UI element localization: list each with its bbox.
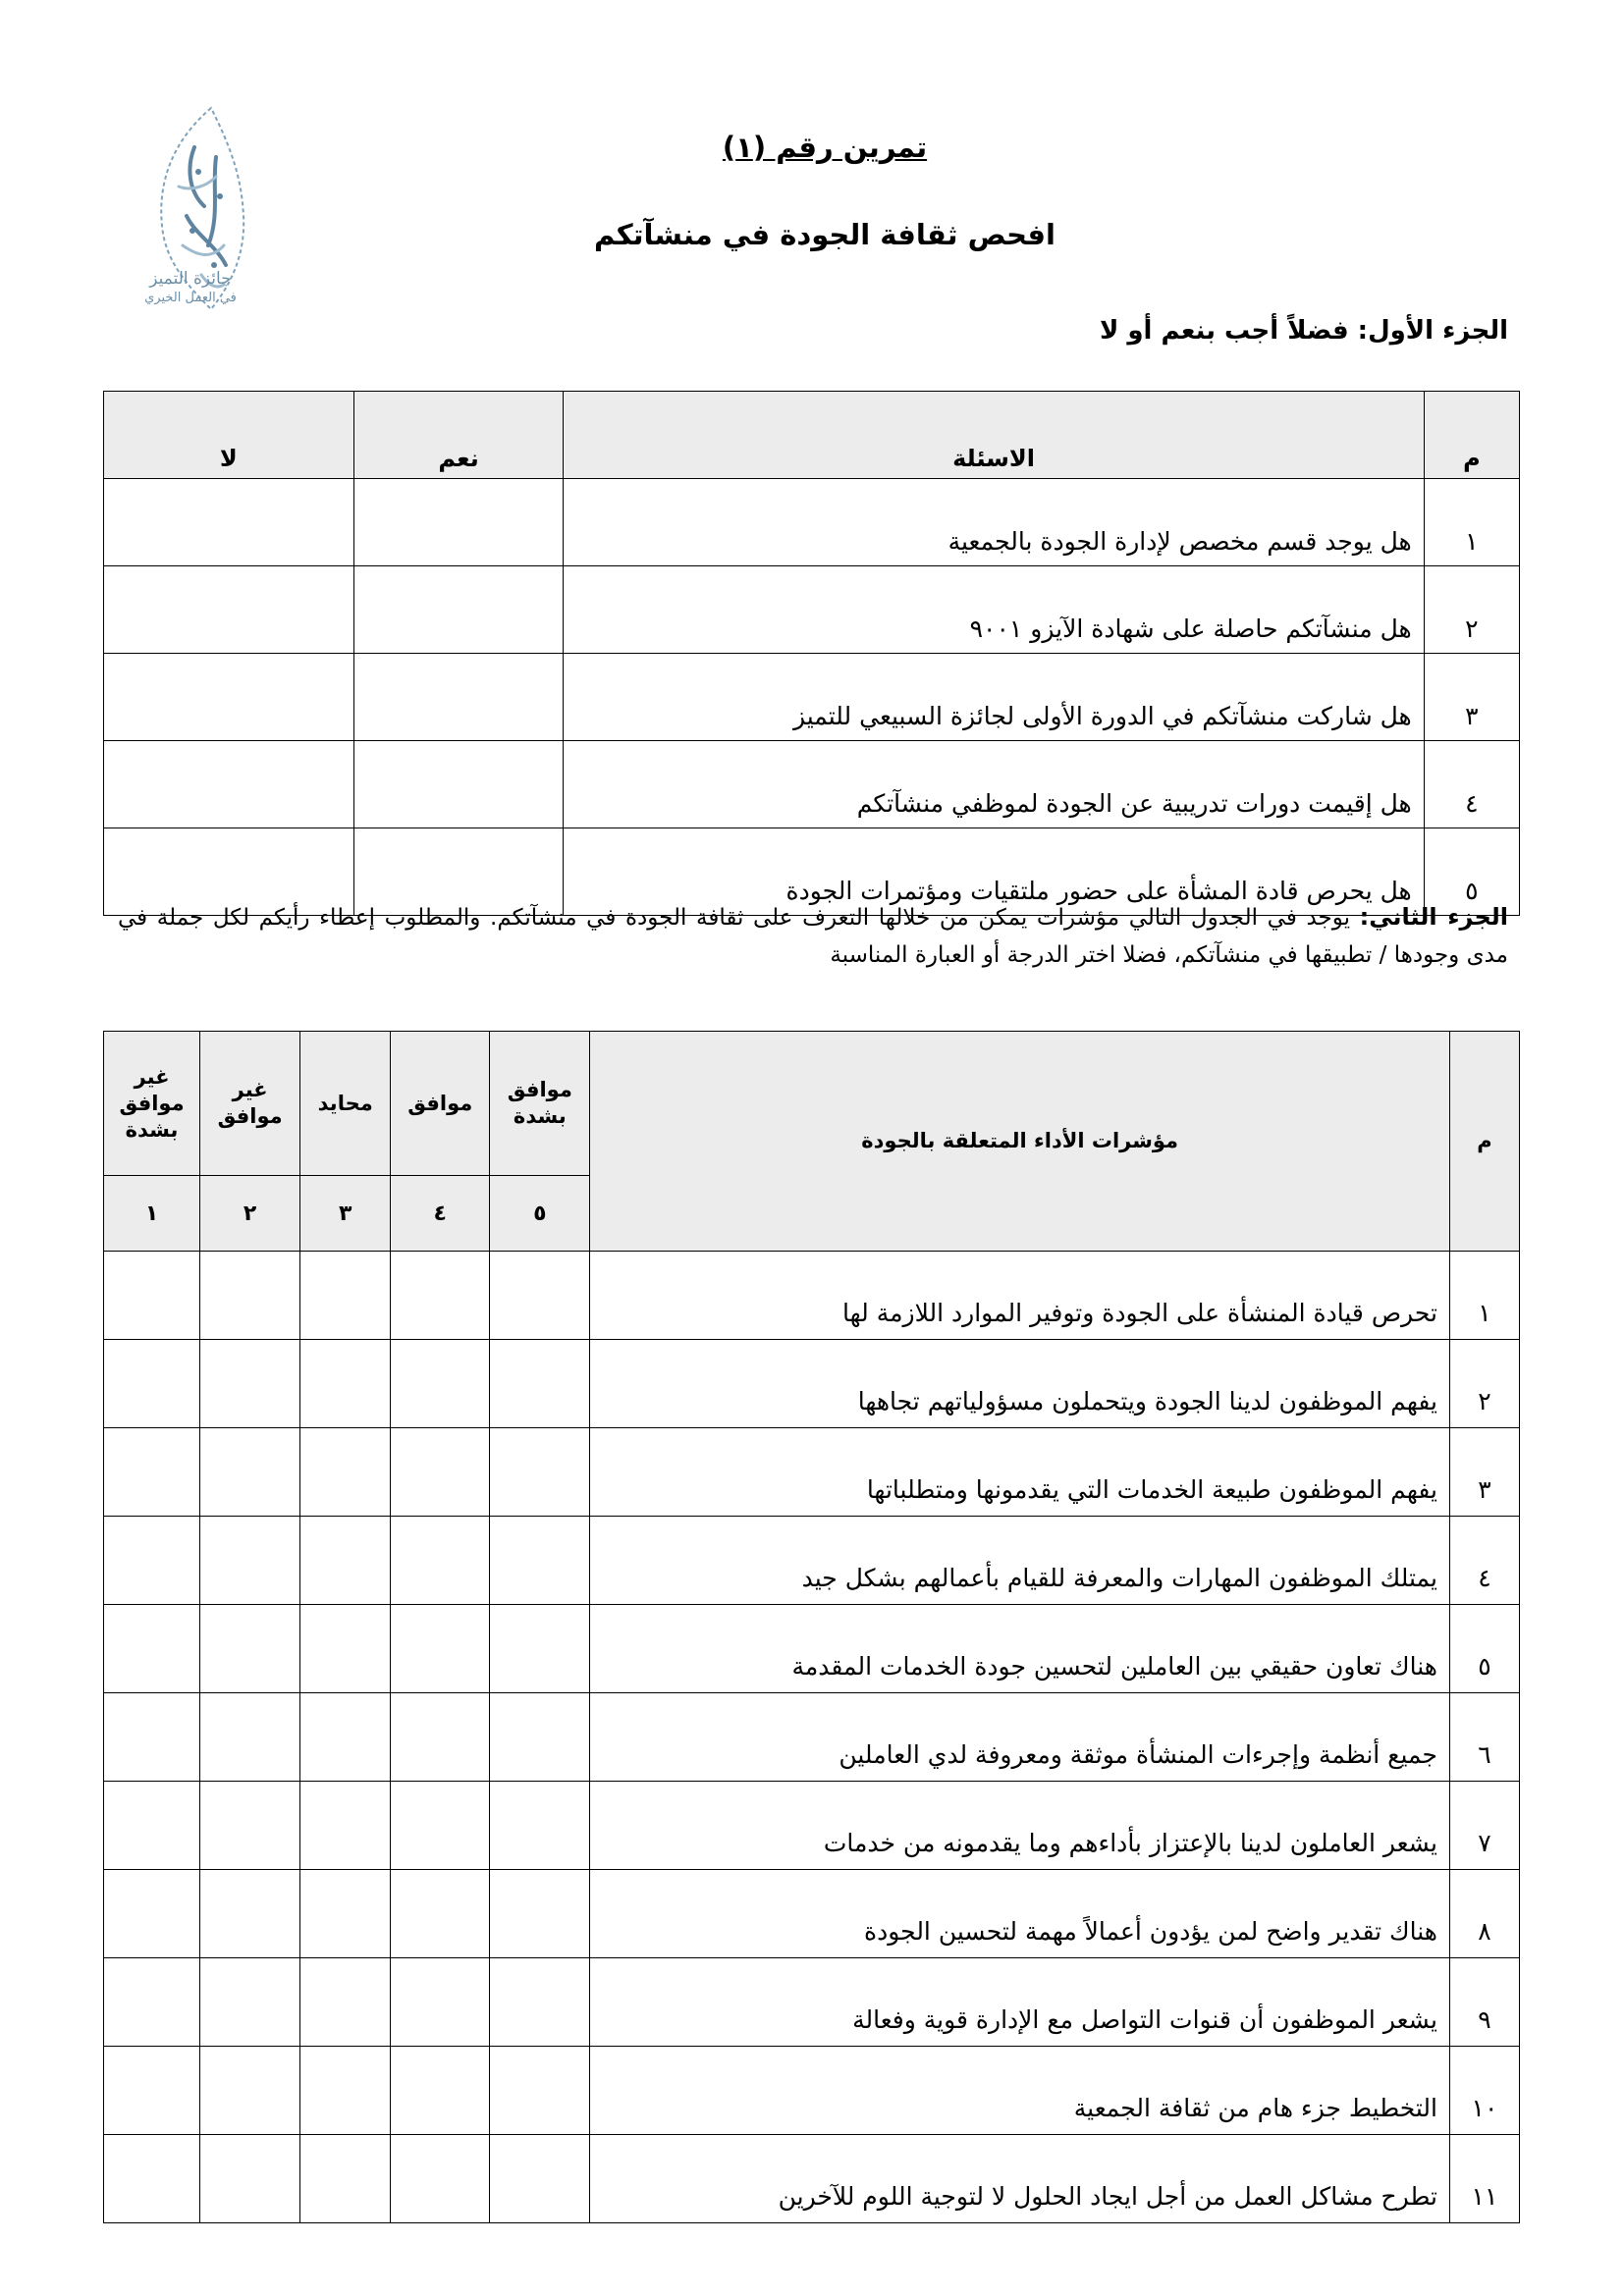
rating-cell-disagree[interactable] — [200, 1693, 300, 1782]
column-header-question: الاسئلة — [564, 392, 1424, 479]
rating-cell-disagree[interactable] — [200, 2135, 300, 2223]
row-number: ٣ — [1424, 654, 1519, 741]
row-number: ٥ — [1424, 828, 1519, 916]
row-number: ١٠ — [1449, 2047, 1519, 2135]
rating-cell-agree[interactable] — [391, 1517, 490, 1605]
rating-cell-disagree[interactable] — [200, 2047, 300, 2135]
table-row — [104, 479, 1520, 566]
column-header-indicator: مؤشرات الأداء المتعلقة بالجودة — [590, 1032, 1450, 1252]
answer-no-cell[interactable] — [104, 566, 354, 654]
column-header-neutral: محايد — [300, 1032, 391, 1176]
rating-cell-strongly-disagree[interactable] — [104, 1605, 200, 1693]
question-text: هل منشآتكم حاصلة على شهادة الآيزو ٩٠٠١ — [564, 566, 1424, 654]
table-row — [104, 1605, 1520, 1693]
table-row — [104, 1693, 1520, 1782]
part2-text: يوجد في الجدول التالي مؤشرات يمكن من خلالها التعرف على ثقافة الجودة في منشآتكم. والمطلوب إعطاء رأيكم لكل جملة في مدى وجودها / تطبيقها في منشآتكم، فضلا اختر الدرجة أو العبارة المناسبة — [118, 905, 1508, 968]
rating-cell-strongly-disagree[interactable] — [104, 2047, 200, 2135]
rating-cell-agree[interactable] — [391, 1340, 490, 1428]
answer-yes-cell[interactable] — [353, 741, 564, 828]
rating-cell-disagree[interactable] — [200, 1428, 300, 1517]
indicator-text: هناك تقدير واضح لمن يؤدون أعمالاً مهمة لتحسين الجودة — [590, 1870, 1450, 1958]
table-header-row — [104, 392, 1520, 479]
rating-cell-neutral[interactable] — [300, 1252, 391, 1340]
rating-cell-strongly-agree[interactable] — [490, 1782, 590, 1870]
rating-cell-disagree[interactable] — [200, 1517, 300, 1605]
table-row — [104, 1782, 1520, 1870]
table-row — [104, 654, 1520, 741]
rating-cell-disagree[interactable] — [200, 1958, 300, 2047]
rating-cell-strongly-disagree[interactable] — [104, 1782, 200, 1870]
table-row — [104, 1517, 1520, 1605]
answer-no-cell[interactable] — [104, 741, 354, 828]
part1-heading: الجزء الأول: فضلاً أجب بنعم أو لا — [1099, 316, 1508, 346]
answer-no-cell[interactable] — [104, 654, 354, 741]
scale-value: ٥ — [490, 1176, 590, 1252]
column-header-disagree: غير موافق — [200, 1032, 300, 1176]
rating-cell-strongly-disagree[interactable] — [104, 1252, 200, 1340]
table-row — [104, 1252, 1520, 1340]
answer-yes-cell[interactable] — [353, 566, 564, 654]
rating-cell-strongly-agree[interactable] — [490, 2135, 590, 2223]
indicator-text: يمتلك الموظفون المهارات والمعرفة للقيام بأعمالهم بشكل جيد — [590, 1517, 1450, 1605]
scale-value: ٣ — [300, 1176, 391, 1252]
rating-cell-disagree[interactable] — [200, 1782, 300, 1870]
indicator-text: تحرص قيادة المنشأة على الجودة وتوفير الموارد اللازمة لها — [590, 1252, 1450, 1340]
indicator-text: تطرح مشاكل العمل من أجل ايجاد الحلول لا لتوجية اللوم للآخرين — [590, 2135, 1450, 2223]
row-number: ٢ — [1449, 1340, 1519, 1428]
part2-instructions — [118, 898, 1508, 974]
row-number: ١ — [1424, 479, 1519, 566]
row-number: ٦ — [1449, 1693, 1519, 1782]
scale-value: ١ — [104, 1176, 200, 1252]
rating-cell-agree[interactable] — [391, 2135, 490, 2223]
rating-cell-strongly-agree[interactable] — [490, 2047, 590, 2135]
table-row — [104, 1340, 1520, 1428]
indicator-text: يشعر الموظفون أن قنوات التواصل مع الإدارة قوية وفعالة — [590, 1958, 1450, 2047]
answer-no-cell[interactable] — [104, 479, 354, 566]
rating-cell-strongly-disagree[interactable] — [104, 1517, 200, 1605]
rating-cell-neutral[interactable] — [300, 1693, 391, 1782]
question-text: هل يوجد قسم مخصص لإدارة الجودة بالجمعية — [564, 479, 1424, 566]
rating-cell-neutral[interactable] — [300, 1605, 391, 1693]
answer-yes-cell[interactable] — [353, 654, 564, 741]
logo-name-line1: جائزة التميز — [149, 269, 232, 289]
rating-cell-strongly-agree[interactable] — [490, 1870, 590, 1958]
part2-label: الجزء الثاني: — [1359, 903, 1508, 931]
rating-cell-neutral[interactable] — [300, 2047, 391, 2135]
rating-cell-agree[interactable] — [391, 1605, 490, 1693]
column-header-strongly-agree: موافق بشدة — [490, 1032, 590, 1176]
rating-cell-strongly-disagree[interactable] — [104, 2135, 200, 2223]
rating-cell-agree[interactable] — [391, 1870, 490, 1958]
table-row — [104, 566, 1520, 654]
table-row — [104, 2047, 1520, 2135]
rating-cell-agree[interactable] — [391, 1782, 490, 1870]
rating-cell-strongly-agree[interactable] — [490, 1693, 590, 1782]
scale-value: ٢ — [200, 1176, 300, 1252]
column-header-num: م — [1449, 1032, 1519, 1252]
rating-cell-strongly-disagree[interactable] — [104, 1340, 200, 1428]
rating-cell-agree[interactable] — [391, 2047, 490, 2135]
rating-cell-strongly-agree[interactable] — [490, 1428, 590, 1517]
indicator-text: التخطيط جزء هام من ثقافة الجمعية — [590, 2047, 1450, 2135]
column-header-yes: نعم — [353, 392, 564, 479]
rating-cell-strongly-disagree[interactable] — [104, 1693, 200, 1782]
column-header-strongly-disagree: غير موافق بشدة — [104, 1032, 200, 1176]
indicator-text: يشعر العاملون لدينا بالإعتزاز بأداءهم وما يقدمونه من خدمات — [590, 1782, 1450, 1870]
rating-cell-strongly-agree[interactable] — [490, 1340, 590, 1428]
table-row — [104, 1870, 1520, 1958]
rating-cell-neutral[interactable] — [300, 1958, 391, 2047]
rating-cell-neutral[interactable] — [300, 1517, 391, 1605]
rating-cell-strongly-agree[interactable] — [490, 1517, 590, 1605]
row-number: ١ — [1449, 1252, 1519, 1340]
rating-cell-agree[interactable] — [391, 1693, 490, 1782]
question-text: هل شاركت منشآتكم في الدورة الأولى لجائزة السبيعي للتميز — [564, 654, 1424, 741]
row-number: ٤ — [1449, 1517, 1519, 1605]
rating-cell-agree[interactable] — [391, 1252, 490, 1340]
exercise-subtitle: افحص ثقافة الجودة في منشآتكم — [594, 218, 1056, 251]
column-header-num: م — [1424, 392, 1519, 479]
question-text: هل إقيمت دورات تدريبية عن الجودة لموظفي منشآتكم — [564, 741, 1424, 828]
indicator-text: جميع أنظمة وإجرءات المنشأة موثقة ومعروفة لدي العاملين — [590, 1693, 1450, 1782]
rating-cell-neutral[interactable] — [300, 1340, 391, 1428]
rating-cell-strongly-disagree[interactable] — [104, 1870, 200, 1958]
indicator-text: يفهم الموظفون طبيعة الخدمات التي يقدمونها ومتطلباتها — [590, 1428, 1450, 1517]
rating-cell-neutral[interactable] — [300, 1428, 391, 1517]
rating-cell-neutral[interactable] — [300, 1782, 391, 1870]
indicator-text: هناك تعاون حقيقي بين العاملين لتحسين جودة الخدمات المقدمة — [590, 1605, 1450, 1693]
part2-table — [103, 1031, 1520, 2223]
rating-cell-disagree[interactable] — [200, 1605, 300, 1693]
table-row — [104, 1428, 1520, 1517]
row-number: ٤ — [1424, 741, 1519, 828]
rating-cell-strongly-disagree[interactable] — [104, 1428, 200, 1517]
rating-cell-neutral[interactable] — [300, 2135, 391, 2223]
rating-cell-disagree[interactable] — [200, 1340, 300, 1428]
row-number: ٩ — [1449, 1958, 1519, 2047]
answer-yes-cell[interactable] — [353, 479, 564, 566]
rating-cell-strongly-agree[interactable] — [490, 1252, 590, 1340]
row-number: ٣ — [1449, 1428, 1519, 1517]
rating-cell-disagree[interactable] — [200, 1252, 300, 1340]
column-header-no: لا — [104, 392, 354, 479]
exercise-title: تمرين رقم (١) — [722, 131, 928, 164]
row-number: ٢ — [1424, 566, 1519, 654]
rating-cell-strongly-disagree[interactable] — [104, 1958, 200, 2047]
scale-value: ٤ — [391, 1176, 490, 1252]
logo-name-line2: في العمل الخيري — [144, 291, 237, 305]
rating-cell-strongly-agree[interactable] — [490, 1958, 590, 2047]
question-text: هل يحرص قادة المشأة على حضور ملتقيات ومؤتمرات الجودة — [564, 828, 1424, 916]
table-row — [104, 1958, 1520, 2047]
rating-cell-agree[interactable] — [391, 1428, 490, 1517]
rating-cell-disagree[interactable] — [200, 1870, 300, 1958]
rating-cell-neutral[interactable] — [300, 1870, 391, 1958]
row-number: ١١ — [1449, 2135, 1519, 2223]
rating-cell-agree[interactable] — [391, 1958, 490, 2047]
row-number: ٧ — [1449, 1782, 1519, 1870]
row-number: ٥ — [1449, 1605, 1519, 1693]
table-row — [104, 2135, 1520, 2223]
row-number: ٨ — [1449, 1870, 1519, 1958]
indicator-text: يفهم الموظفون لدينا الجودة ويتحملون مسؤولياتهم تجاهها — [590, 1340, 1450, 1428]
table-row — [104, 741, 1520, 828]
column-header-agree: موافق — [391, 1032, 490, 1176]
part1-table — [103, 391, 1520, 916]
table-header-row — [104, 1032, 1520, 1176]
rating-cell-strongly-agree[interactable] — [490, 1605, 590, 1693]
